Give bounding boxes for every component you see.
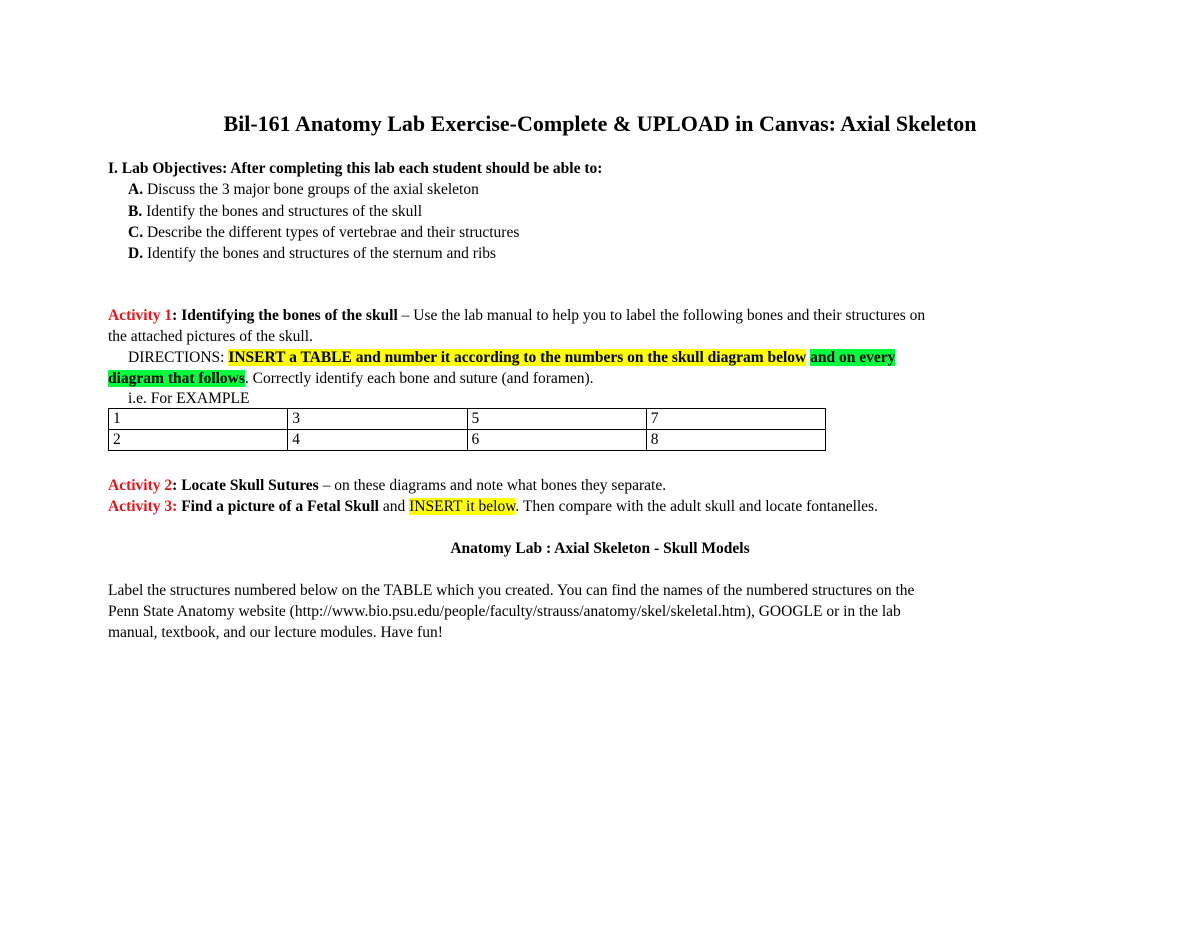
activity1-line1 — [108, 305, 925, 326]
objectives-heading: I. Lab Objectives: After completing this lab each student should be able to: — [108, 160, 603, 177]
section-heading: Anatomy Lab : Axial Skeleton - Skull Models — [450, 540, 750, 557]
activity3-label: Activity 3 — [108, 498, 173, 515]
table-cell: 1 — [109, 409, 288, 430]
activity3-line — [108, 496, 878, 517]
table-cell: 7 — [646, 409, 825, 430]
directions-highlight-green-2: diagram that follows — [108, 370, 245, 387]
objective-letter: D. — [128, 245, 144, 262]
table-cell: 2 — [109, 430, 288, 451]
directions-prefix: DIRECTIONS: — [128, 349, 229, 366]
directions-highlight-yellow: INSERT a TABLE and number it according to the numbers on the skull diagram below — [228, 349, 807, 366]
objective-text: Identify the bones and structures of the skull — [142, 203, 423, 220]
activity2-colon: : — [172, 477, 178, 494]
table-cell: 4 — [288, 430, 467, 451]
objective-letter: C. — [128, 224, 144, 241]
table-cell: 3 — [288, 409, 467, 430]
table-cell: 5 — [467, 409, 646, 430]
activity1-colon: : — [172, 307, 178, 324]
directions-line — [128, 347, 895, 368]
instructions-line2: Penn State Anatomy website (http://www.bio.psu.edu/people/faculty/strauss/anatomy/skel/skeletal.htm), GOOGLE or in the lab — [108, 603, 901, 620]
objective-letter: B. — [128, 203, 143, 220]
objective-text: Discuss the 3 major bone groups of the axial skeleton — [143, 181, 479, 198]
activity1-label: Activity 1 — [108, 307, 173, 324]
activity3-text-before: and — [378, 498, 410, 515]
table-row — [109, 430, 826, 451]
page-title: Bil-161 Anatomy Lab Exercise-Complete & UPLOAD in Canvas: Axial Skeleton — [223, 111, 977, 136]
activity3-heading: Find a picture of a Fetal Skull — [177, 498, 379, 515]
activity2-text: – on these diagrams and note what bones they separate. — [318, 477, 667, 494]
directions-suffix: . Correctly identify each bone and suture (and foramen). — [244, 370, 594, 387]
activity2-heading: Locate Skull Sutures — [177, 477, 319, 494]
table-cell: 6 — [467, 430, 646, 451]
directions-highlight-green: and on every — [810, 349, 896, 366]
activity3-text-after: . Then compare with the adult skull and locate fontanelles. — [515, 498, 878, 515]
objective-item-b — [128, 201, 422, 222]
objective-text: Describe the different types of vertebrae and their structures — [143, 224, 520, 241]
example-table — [108, 408, 826, 451]
activity1-heading: Identifying the bones of the skull — [177, 307, 398, 324]
objective-item-a — [128, 179, 479, 200]
activity2-line — [108, 475, 666, 496]
instructions-line1: Label the structures numbered below on the TABLE which you created. You can find the names of the numbered structures on the — [108, 582, 915, 599]
activity3-highlight: INSERT it below — [409, 498, 516, 515]
activity2-label: Activity 2 — [108, 477, 173, 494]
activity3-colon: : — [172, 498, 178, 515]
table-cell: 8 — [646, 430, 825, 451]
objective-item-d — [128, 243, 496, 264]
objective-text: Identify the bones and structures of the sternum and ribs — [143, 245, 497, 262]
directions-line2 — [108, 368, 594, 389]
activity1-line2: the attached pictures of the skull. — [108, 328, 313, 345]
example-label: i.e. For EXAMPLE — [128, 390, 250, 407]
activity1-text: – Use the lab manual to help you to label the following bones and their structures on — [397, 307, 926, 324]
table-row — [109, 409, 826, 430]
objective-letter: A. — [128, 181, 144, 198]
objective-item-c — [128, 222, 519, 243]
instructions-line3: manual, textbook, and our lecture modules. Have fun! — [108, 624, 443, 641]
